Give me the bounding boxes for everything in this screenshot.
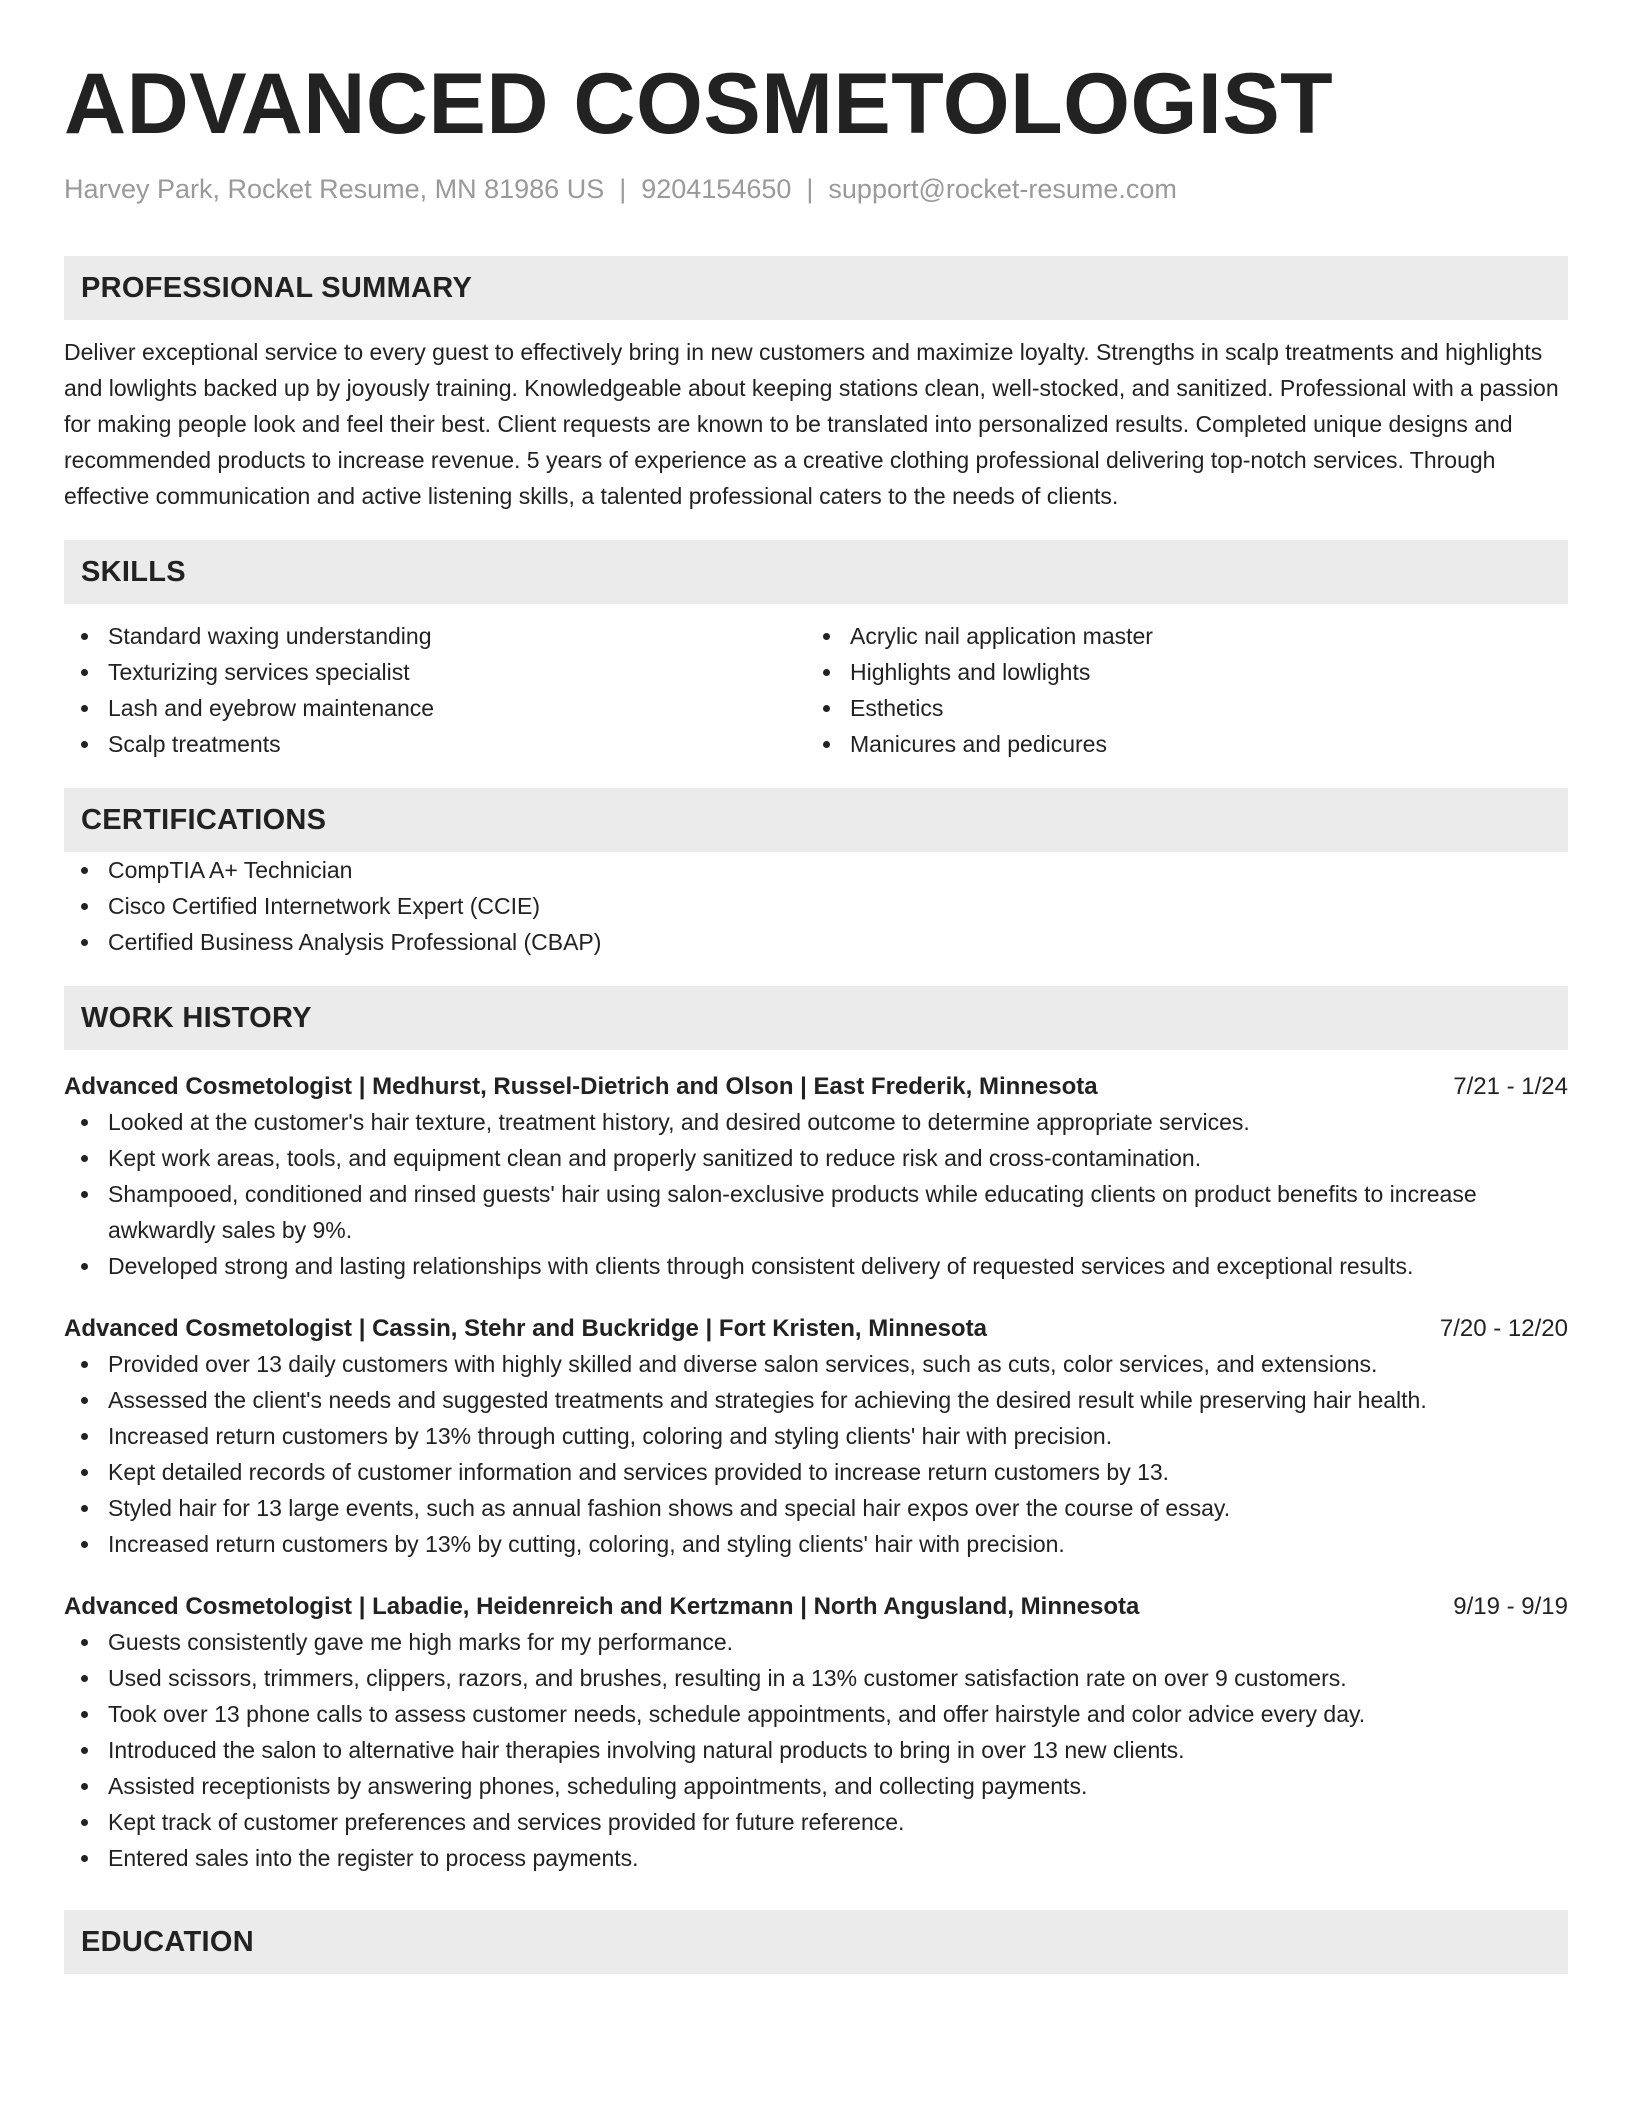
skills-right-list [806, 618, 1548, 762]
job-title: Advanced Cosmetologist | Medhurst, Russel-Dietrich and Olson | East Frederik, Minnesota [64, 1073, 1098, 1100]
job-header [64, 1590, 1568, 1624]
job-entry [64, 1312, 1568, 1562]
job-dates: 7/20 - 12/20 [1439, 1315, 1568, 1342]
job-bullets [64, 1624, 1568, 1876]
skill-item: Highlights and lowlights [806, 654, 1548, 690]
job-bullets [64, 1104, 1568, 1284]
job-bullet: Kept track of customer preferences and services provided for future reference. [64, 1804, 1568, 1840]
skills-left-list [64, 618, 806, 762]
job-bullet: Styled hair for 13 large events, such as annual fashion shows and special hair expos over the course of essay. [64, 1490, 1568, 1526]
contact-phone: 9204154650 [641, 174, 792, 204]
job-entry [64, 1590, 1568, 1876]
job-bullet: Increased return customers by 13% through cutting, coloring and styling clients' hair with precision. [64, 1418, 1568, 1454]
job-bullet: Increased return customers by 13% by cutting, coloring, and styling clients' hair with precision. [64, 1526, 1568, 1562]
skill-item: Standard waxing understanding [64, 618, 806, 654]
certification-item: Certified Business Analysis Professional (CBAP) [64, 924, 1568, 960]
job-entry [64, 1070, 1568, 1284]
job-bullet: Assessed the client's needs and suggested treatments and strategies for achieving the desired result while preserving hair health. [64, 1382, 1568, 1418]
summary-text: Deliver exceptional service to every guest to effectively bring in new customers and maximize loyalty. Strengths in scalp treatments and highlights and lowlights backed up by joyously training. Knowledgeable about keeping stations clean, well-stocked, and sanitized. Professional with a passion for making people look and feel their best. Client requests are known to be translated into personalized results. Completed unique designs and recommended products to increase revenue. 5 years of experience as a creative clothing professional delivering top-notch services. Through effective communication and active listening skills, a talented professional caters to the needs of clients. [64, 339, 1559, 509]
skill-item: Lash and eyebrow maintenance [64, 690, 806, 726]
skill-item: Texturizing services specialist [64, 654, 806, 690]
job-bullet: Kept work areas, tools, and equipment clean and properly sanitized to reduce risk and cross-contamination. [64, 1140, 1568, 1176]
job-bullet: Used scissors, trimmers, clippers, razors, and brushes, resulting in a 13% customer satisfaction rate on over 9 customers. [64, 1660, 1568, 1696]
contact-email: support@rocket-resume.com [828, 174, 1177, 204]
summary-heading: PROFESSIONAL SUMMARY [64, 256, 1568, 320]
skill-item: Esthetics [806, 690, 1548, 726]
certifications-list [64, 852, 1568, 960]
skill-item: Acrylic nail application master [806, 618, 1548, 654]
job-title: Advanced Cosmetologist | Labadie, Heidenreich and Kertzmann | North Angusland, Minnesota [64, 1593, 1140, 1620]
skills-left-column [64, 618, 806, 762]
resume-page [64, 0, 1568, 1974]
job-dates: 9/19 - 9/19 [1453, 1593, 1568, 1620]
certification-item: CompTIA A+ Technician [64, 852, 1568, 888]
contact-address: Harvey Park, Rocket Resume, MN 81986 US [64, 174, 605, 204]
contact-separator: | [806, 174, 814, 204]
skill-item: Manicures and pedicures [806, 726, 1548, 762]
skill-item: Scalp treatments [64, 726, 806, 762]
education-heading: EDUCATION [64, 1910, 1568, 1974]
certifications-heading: CERTIFICATIONS [64, 788, 1568, 852]
job-bullet: Provided over 13 daily customers with highly skilled and diverse salon services, such as cuts, color services, and extensions. [64, 1346, 1568, 1382]
resume-name: ADVANCED COSMETOLOGIST [64, 56, 1334, 152]
work-history-heading: WORK HISTORY [64, 986, 1568, 1050]
contact-line [64, 172, 1568, 206]
skills-heading: SKILLS [64, 540, 1568, 604]
job-bullet: Assisted receptionists by answering phones, scheduling appointments, and collecting payments. [64, 1768, 1568, 1804]
job-bullet: Looked at the customer's hair texture, treatment history, and desired outcome to determine appropriate services. [64, 1104, 1568, 1140]
job-bullets [64, 1346, 1568, 1562]
job-bullet: Guests consistently gave me high marks for my performance. [64, 1624, 1568, 1660]
job-bullet: Developed strong and lasting relationships with clients through consistent delivery of requested services and exceptional results. [64, 1248, 1568, 1284]
certification-item: Cisco Certified Internetwork Expert (CCIE) [64, 888, 1568, 924]
job-bullet: Introduced the salon to alternative hair therapies involving natural products to bring in over 13 new clients. [64, 1732, 1568, 1768]
skills-columns [64, 618, 1568, 762]
job-dates: 7/21 - 1/24 [1453, 1073, 1568, 1100]
job-bullet: Shampooed, conditioned and rinsed guests' hair using salon-exclusive products while educating clients on product benefits to increase awkwardly sales by 9%. [64, 1176, 1568, 1248]
contact-separator: | [619, 174, 627, 204]
skills-right-column [806, 618, 1548, 762]
job-bullet: Entered sales into the register to process payments. [64, 1840, 1568, 1876]
job-header [64, 1312, 1568, 1346]
job-bullet: Kept detailed records of customer information and services provided to increase return customers by 13. [64, 1454, 1568, 1490]
job-title: Advanced Cosmetologist | Cassin, Stehr and Buckridge | Fort Kristen, Minnesota [64, 1315, 987, 1342]
job-header [64, 1070, 1568, 1104]
job-bullet: Took over 13 phone calls to assess customer needs, schedule appointments, and offer hairstyle and color advice every day. [64, 1696, 1568, 1732]
